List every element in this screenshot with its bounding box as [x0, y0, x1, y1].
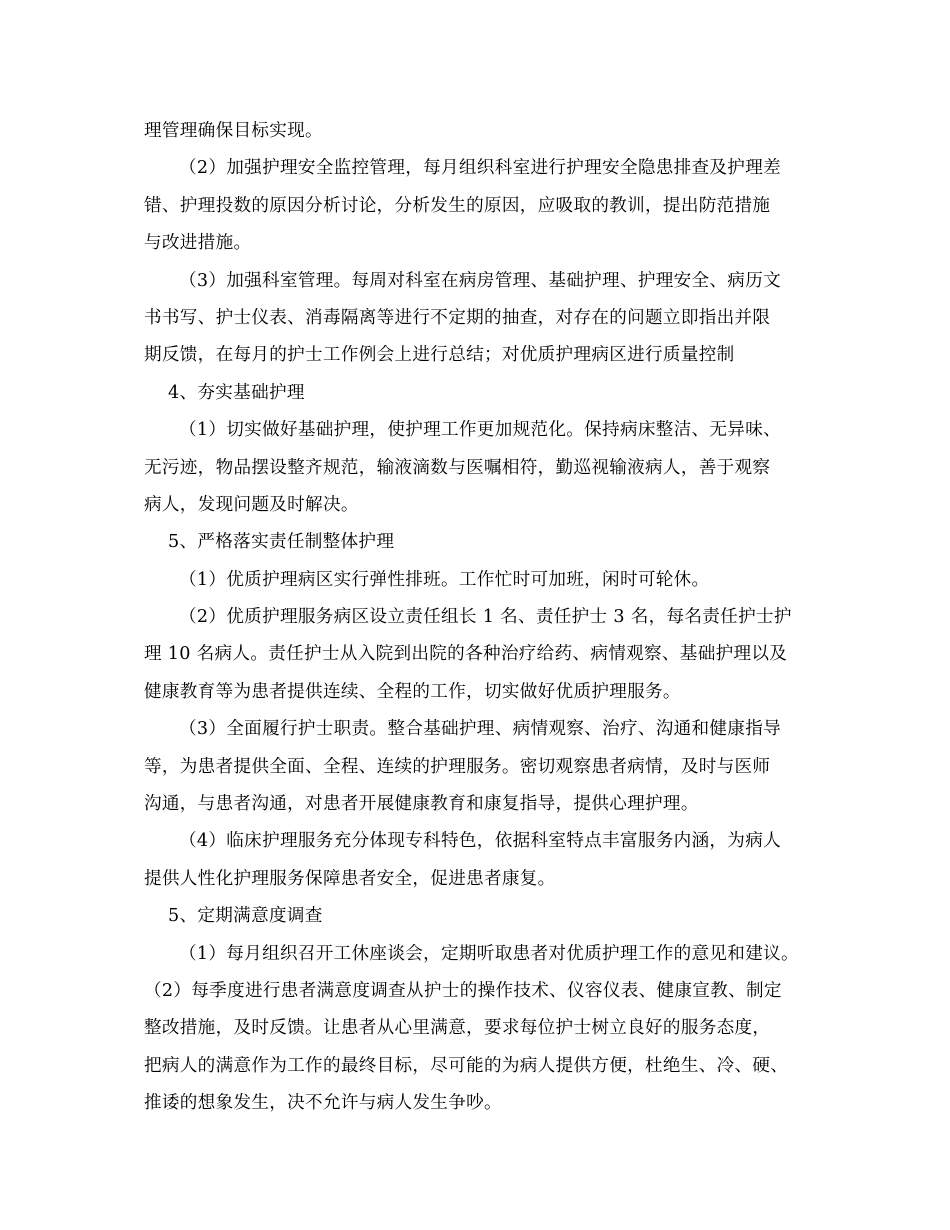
text-line: 病人，发现问题及时解决。: [144, 494, 359, 515]
text-line: （2）优质护理服务病区设立责任组长 1 名、责任护士 3 名，每名责任护士护: [179, 607, 792, 628]
document-body: [144, 113, 824, 1123]
text-line: 理 10 名病人。责任护士从入院到出院的各种治疗给药、病情观察、基础护理以及: [144, 644, 788, 665]
text-line: （2）每季度进行患者满意度调查从护士的操作技术、仪容仪表、健康宣教、制定: [144, 980, 782, 1001]
text-line: （1）优质护理病区实行弹性排班。工作忙时可加班，闲时可轮休。: [179, 569, 710, 590]
text-line: 把病人的满意作为工作的最终目标，尽可能的为病人提供方便，杜绝生、冷、硬、: [144, 1055, 789, 1076]
text-line: （3）全面履行护士职责。整合基础护理、病情观察、治疗、沟通和健康指导: [179, 719, 781, 740]
text-line: 健康教育等为患者提供连续、全程的工作，切实做好优质护理服务。: [144, 681, 681, 702]
text-line: 错、护理投数的原因分析讨论，分析发生的原因，应吸取的教训，提出防范措施: [144, 195, 771, 216]
text-line: 无污迹，物品摆设整齐规范，输液滴数与医嘱相符，勤巡视输液病人，善于观察: [144, 457, 771, 478]
text-line: 与改进措施。: [144, 233, 252, 254]
text-line: 整改措施，及时反馈。让患者从心里满意，要求每位护士树立良好的服务态度，: [144, 1018, 771, 1039]
text-line: 提供人性化护理服务保障患者安全，促进患者康复。: [144, 868, 556, 889]
section-heading: 5、严格落实责任制整体护理: [168, 532, 395, 553]
section-heading: 4、夯实基础护理: [168, 382, 305, 403]
text-line: （3）加强科室管理。每周对科室在病房管理、基础护理、护理安全、病历文: [179, 270, 781, 291]
text-line: 沟通，与患者沟通，对患者开展健康教育和康复指导，提供心理护理。: [144, 794, 699, 815]
text-line: （1）切实做好基础护理，使护理工作更加规范化。保持病床整洁、无异味、: [179, 420, 781, 441]
text-line: 等，为患者提供全面、全程、连续的护理服务。密切观察患者病情，及时与医师: [144, 756, 771, 777]
text-line: （1）每月组织召开工休座谈会，定期听取患者对优质护理工作的意见和建议。: [179, 943, 799, 964]
text-line: 理管理确保目标实现。: [144, 121, 323, 141]
text-line: （2）加强护理安全监控管理，每月组织科室进行护理安全隐患排查及护理差: [179, 158, 781, 179]
text-line: 书书写、护士仪表、消毒隔离等进行不定期的抽查，对存在的问题立即指出并限: [144, 307, 771, 328]
section-heading: 5、定期满意度调查: [168, 906, 323, 927]
text-line: （4）临床护理服务充分体现专科特色，依据科室特点丰富服务内涵，为病人: [179, 831, 781, 852]
text-line: 期反馈，在每月的护士工作例会上进行总结；对优质护理病区进行质量控制: [144, 345, 735, 366]
text-line: 推诿的想象发生，决不允许与病人发生争吵。: [144, 1093, 502, 1114]
